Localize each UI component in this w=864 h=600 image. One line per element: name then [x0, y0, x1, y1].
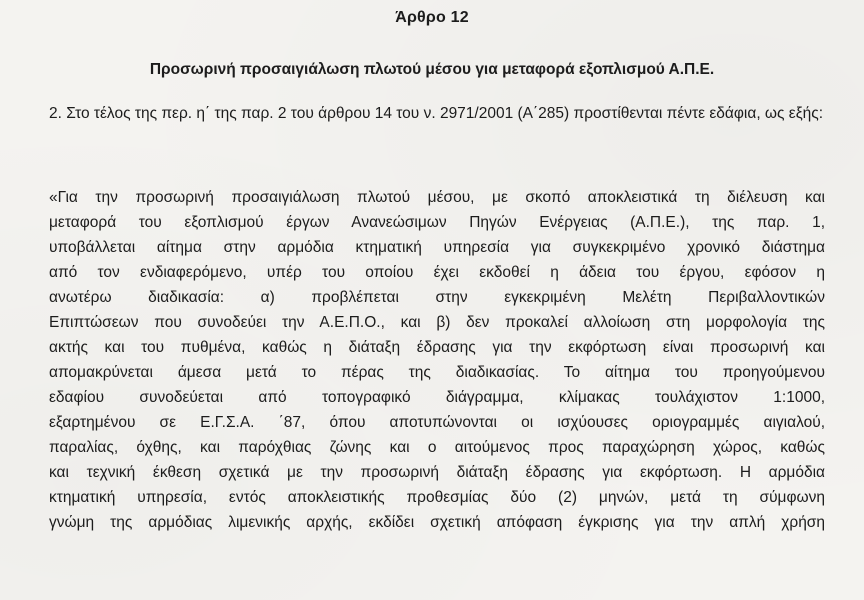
paragraph-intro: 2. Στο τέλος της περ. η΄ της παρ. 2 του άρθρου 14 του ν. 2971/2001 (Α΄285) προστίθενται πέντε εδάφια, ως εξής: [49, 105, 824, 122]
paragraph-line: ακτής και του πυθμένα, καθώς η διάταξη έδρασης για την εκφόρτωση είναι προσωρινή και [49, 339, 825, 356]
paragraph-line: «Για την προσωρινή προσαιγιάλωση πλωτού μέσου, με σκοπό αποκλειστικά τη διέλευση και [49, 189, 825, 206]
paragraph-line: παραλίας, όχθης, και παρόχθιας ζώνης και ο αιτούμενος προς παραχώρηση χώρος, καθώς [49, 439, 825, 456]
quoted-paragraph [49, 185, 825, 535]
paragraph-line: απομακρύνεται άμεσα μετά το πέρας της διαδικασίας. Το αίτημα του προηγούμενου [49, 364, 825, 381]
paragraph-line: και τεχνική έκθεση σχετικά με την προσωρινή διάταξη έδρασης για εκφόρτωση. Η αρμόδια [49, 464, 825, 481]
paragraph-line: εξαρτημένου σε Ε.Γ.Σ.Α. ΄87, όπου αποτυπώνονται οι ισχύουσες οριογραμμές αιγιαλού, [49, 414, 825, 431]
paragraph-line: Επιπτώσεων που συνοδεύει την Α.Ε.Π.Ο., και β) δεν προκαλεί αλλοίωση στη μορφολογία της [49, 314, 825, 331]
article-title: Προσωρινή προσαιγιάλωση πλωτού μέσου για μεταφορά εξοπλισμού Α.Π.Ε. [149, 61, 715, 78]
paragraph-line: από τον ενδιαφερόμενο, υπέρ του οποίου έχει εκδοθεί η άδεια του έργου, εφόσον η [49, 264, 825, 281]
paragraph-line: υποβάλλεται αίτημα στην αρμόδια κτηματική υπηρεσία για συγκεκριμένο χρονικό διάστημα [49, 239, 825, 256]
paragraph-line: γνώμη της αρμόδιας λιμενικής αρχής, εκδίδει σχετική απόφαση έγκρισης για την απλή χρήση [49, 514, 825, 531]
paragraph-line: μεταφορά του εξοπλισμού έργων Ανανεώσιμων Πηγών Ενέργειας (Α.Π.Ε.), της παρ. 1, [49, 214, 825, 231]
paragraph-line: εδαφίου συνοδεύεται από τοπογραφικό διάγραμμα, κλίμακας τουλάχιστον 1:1000, [49, 389, 825, 406]
paragraph-line: ανωτέρω διαδικασία: α) προβλέπεται στην εγκεκριμένη Μελέτη Περιβαλλοντικών [49, 289, 825, 306]
paragraph-line: κτηματική υπηρεσία, εντός αποκλειστικής προθεσμίας δύο (2) μηνών, μετά τη σύμφωνη [49, 489, 825, 506]
article-number: Άρθρο 12 [395, 9, 469, 26]
